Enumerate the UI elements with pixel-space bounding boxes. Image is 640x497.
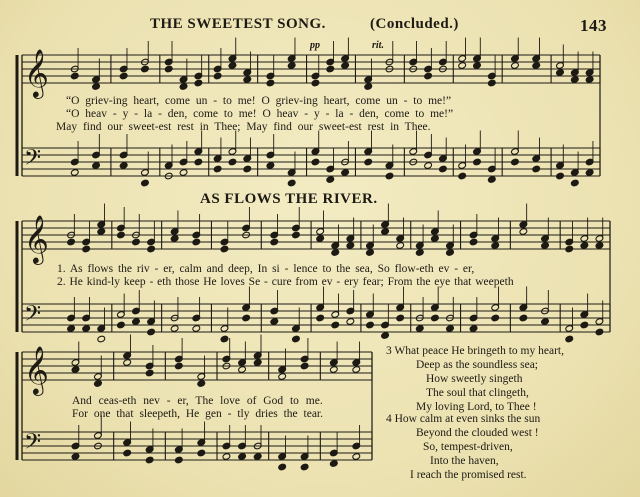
note-head <box>331 249 340 257</box>
treble-clef-icon: 𝄞 <box>24 48 49 97</box>
song1-subtitle: (Concluded.) <box>370 16 459 32</box>
song1-lyric-line-3: May find our sweet-est rest in Thee; May find our sweet-est rest in Thee. <box>56 121 431 133</box>
note-head <box>556 69 565 77</box>
song1-title: THE SWEETEST SONG. <box>150 16 326 32</box>
note-head <box>366 321 375 329</box>
note-head <box>94 380 103 388</box>
note-head <box>519 228 528 236</box>
note-head <box>194 158 203 166</box>
note-head <box>228 158 237 166</box>
note-head <box>346 318 355 326</box>
verse-4-line-3: So, tempest-driven, <box>423 441 513 453</box>
note-head <box>396 242 405 250</box>
note-head <box>580 242 589 250</box>
song2-lyric-line-2: 2. He kind-ly keep - eth those He loves Se - cure from ev - ery fear; From the eye that weepeth <box>57 276 514 288</box>
note-head <box>300 463 309 471</box>
note-head <box>385 172 394 180</box>
note-head <box>292 231 301 239</box>
note-head <box>123 359 132 367</box>
bass-clef-icon: 𝄢 <box>24 301 42 332</box>
note-head <box>92 83 101 91</box>
note-head <box>82 245 91 253</box>
note-head <box>511 158 520 166</box>
note-head <box>222 453 231 461</box>
note-head <box>71 453 80 461</box>
note-head <box>458 62 467 70</box>
note-head <box>253 359 262 367</box>
note-head <box>270 238 279 246</box>
note-head <box>213 165 222 173</box>
verse-4-line-4: Into the haven, <box>430 455 499 467</box>
note-head <box>67 325 76 333</box>
note-head <box>316 314 325 322</box>
note-head <box>287 179 296 187</box>
note-head <box>194 79 203 87</box>
note-head <box>192 325 201 333</box>
note-head <box>396 314 405 322</box>
note-head <box>141 65 150 73</box>
note-head <box>326 176 335 184</box>
note-head <box>243 165 252 173</box>
note-head <box>585 76 594 84</box>
note-head <box>97 335 106 343</box>
song1-lyric-line-1: “O griev-ing heart, come un - to me! O griev-ing heart, come un - to me!” <box>66 95 452 107</box>
note-head <box>541 318 550 326</box>
note-head <box>585 169 594 177</box>
verse-4-line-1: 4 How calm at even sinks the sun <box>386 413 541 425</box>
song1-lyric-line-2: “O heav - y - la - den, come to me! O heav - y - la - den, come to me!” <box>66 108 454 120</box>
note-head <box>145 456 154 464</box>
note-head <box>331 321 340 329</box>
note-head <box>287 62 296 70</box>
verse-4-line-5: I reach the promised rest. <box>410 469 527 481</box>
note-head <box>458 172 467 180</box>
note-head <box>213 72 222 80</box>
note-head <box>278 373 287 381</box>
note-head <box>431 314 440 322</box>
note-head <box>179 83 188 91</box>
note-head <box>170 235 179 243</box>
note-head <box>326 65 335 73</box>
verse-3-line-5: My loving Lord, to Thee ! <box>416 401 537 413</box>
note-head <box>415 249 424 257</box>
note-head <box>565 335 574 343</box>
note-head <box>119 162 128 170</box>
note-head <box>147 328 156 336</box>
note-head <box>511 62 520 70</box>
bass-clef-icon: 𝄢 <box>24 429 42 460</box>
note-head <box>519 314 528 322</box>
note-head <box>92 162 101 170</box>
note-head <box>366 249 375 257</box>
note-head <box>595 242 604 250</box>
treble-clef-icon: 𝄞 <box>24 214 49 263</box>
verse-3-line-4: The soul that clingeth, <box>426 387 529 399</box>
note-head <box>352 366 361 374</box>
note-head <box>439 165 448 173</box>
note-head <box>491 242 500 250</box>
note-head <box>132 318 141 326</box>
note-head <box>488 79 497 87</box>
note-head <box>352 453 361 461</box>
note-head <box>311 158 320 166</box>
note-head <box>97 228 106 236</box>
dynamic-marking: pp <box>310 40 320 51</box>
note-head <box>164 65 173 73</box>
note-head <box>469 325 478 333</box>
page-number: 143 <box>580 16 607 35</box>
note-head <box>381 332 390 340</box>
verse-3-line-2: Deep as the soundless sea; <box>416 359 538 371</box>
note-head <box>175 456 184 464</box>
note-head <box>364 158 373 166</box>
note-head <box>469 238 478 246</box>
verse-3-line-1: 3 What peace He bringeth to my heart, <box>386 345 564 357</box>
note-head <box>316 235 325 243</box>
note-head <box>488 176 497 184</box>
note-head <box>132 238 141 246</box>
note-head <box>253 453 262 461</box>
note-head <box>220 245 229 253</box>
song2-lyric-line-4: For one that sleepeth, He gen - tly dries the tear. <box>72 408 323 420</box>
note-head <box>220 335 229 343</box>
note-head <box>446 325 455 333</box>
note-head <box>123 449 132 457</box>
note-head <box>242 314 251 322</box>
note-head <box>278 463 287 471</box>
note-head <box>238 366 247 374</box>
treble-clef-icon: 𝄞 <box>24 345 49 394</box>
note-head <box>192 238 201 246</box>
note-head <box>145 369 154 377</box>
note-head <box>70 169 79 177</box>
note-head <box>541 242 550 250</box>
note-head <box>570 179 579 187</box>
note-head <box>119 72 128 80</box>
note-head <box>117 231 126 239</box>
note-head <box>473 62 482 70</box>
note-head <box>424 162 433 170</box>
note-head <box>381 228 390 236</box>
note-head <box>147 245 156 253</box>
note-head <box>311 79 320 87</box>
note-head <box>532 165 541 173</box>
note-head <box>141 179 150 187</box>
note-head <box>565 245 574 253</box>
note-head <box>446 249 455 257</box>
song2-lyric-line-3: And ceas-eth nev - er, The love of God to me. <box>72 395 323 407</box>
note-head <box>266 162 275 170</box>
bass-clef-icon: 𝄢 <box>24 145 42 176</box>
note-head <box>179 169 188 177</box>
note-head <box>197 380 206 388</box>
note-head <box>424 72 433 80</box>
song2-title: AS FLOWS THE RIVER. <box>200 191 378 207</box>
note-head <box>71 366 80 374</box>
note-head <box>341 62 350 70</box>
note-head <box>197 449 206 457</box>
note-head <box>532 62 541 70</box>
note-head <box>67 238 76 246</box>
verse-3-line-3: How sweetly singeth <box>426 373 523 385</box>
note-head <box>595 328 604 336</box>
verse-4-line-2: Beyond the clouded west ! <box>416 427 539 439</box>
note-head <box>330 460 339 468</box>
note-head <box>341 169 350 177</box>
note-head <box>300 362 309 370</box>
note-head <box>556 172 565 180</box>
note-head <box>570 76 579 84</box>
song2-lyric-line-1: 1. As flows the riv - er, calm and deep, In si - lence to the sea, So flow-eth ev - er, <box>57 263 475 275</box>
note-head <box>170 325 179 333</box>
tempo-marking: rit. <box>372 40 384 51</box>
note-head <box>330 366 339 374</box>
note-head <box>346 242 355 250</box>
note-head <box>580 321 589 329</box>
note-head <box>491 314 500 322</box>
note-head <box>473 158 482 166</box>
note-head <box>82 325 91 333</box>
note-head <box>292 335 301 343</box>
note-head <box>117 321 126 329</box>
note-head <box>270 318 279 326</box>
note-head <box>238 453 247 461</box>
note-head <box>228 62 237 70</box>
note-head <box>364 83 373 91</box>
note-head <box>243 76 252 84</box>
note-head <box>70 72 79 80</box>
note-head <box>175 362 184 370</box>
note-head <box>431 235 440 243</box>
note-head <box>415 325 424 333</box>
note-head <box>266 79 275 87</box>
